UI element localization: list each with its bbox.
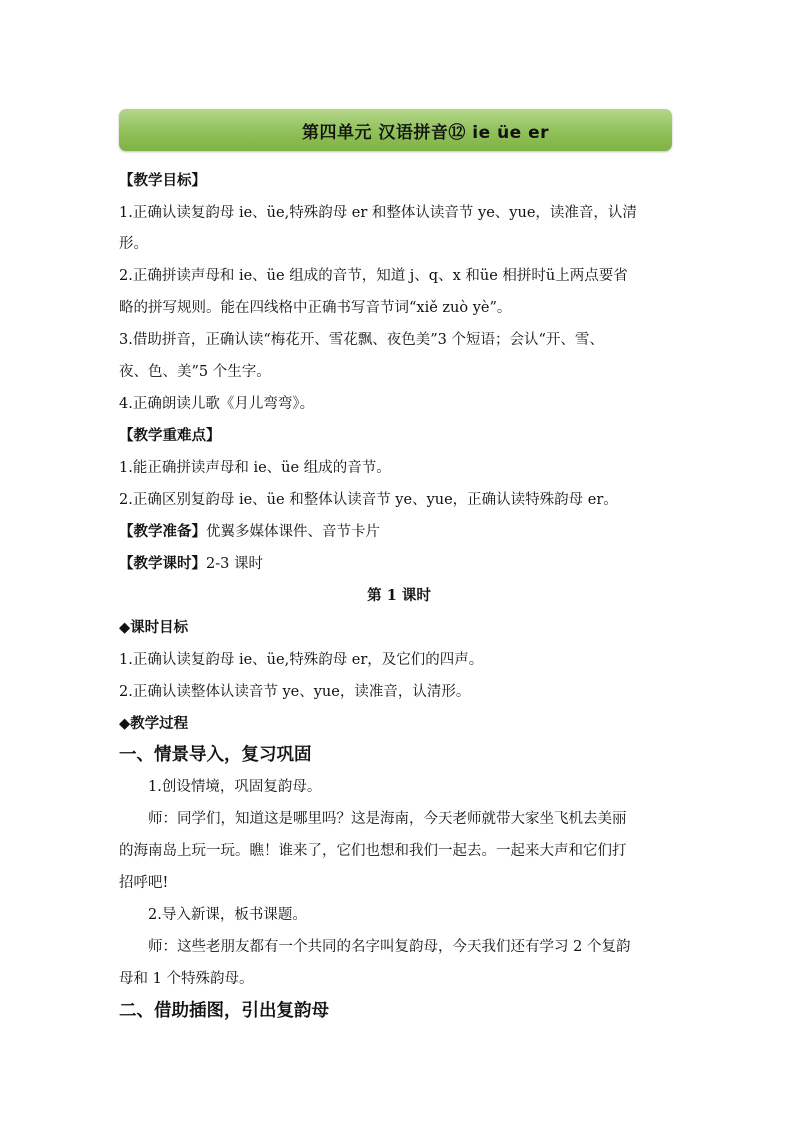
page-title: 第四单元 汉语拼音⑫ ie üe er — [301, 122, 550, 143]
key-point-2: 2.正确区别复韵母 ie、üe 和整体认读音节 ye、yue，正确认读特殊韵母 er。 — [119, 492, 618, 508]
class-hours-line — [119, 554, 679, 574]
class-hours-label: 【教学课时】 — [119, 555, 206, 572]
class-hours-value: 2-3 课时 — [206, 556, 263, 572]
teacher-speech-1-line-1: 师：同学们，知道这是哪里吗？这是海南，今天老师就带大家坐飞机去美丽 — [148, 811, 627, 827]
teacher-speech-1-line-2: 的海南岛上玩一玩。瞧！谁来了，它们也想和我们一起去。一起来大声和它们打 — [119, 843, 627, 859]
preparation-label: 【教学准备】 — [119, 523, 206, 540]
objective-1-line-1: 1.正确认读复韵母 ie、üe,特殊韵母 er 和整体认读音节 ye、yue，读准音，认清 — [119, 205, 637, 221]
step-2: 2.导入新课，板书课题。 — [148, 907, 307, 923]
key-point-1: 1.能正确拼读声母和 ie、üe 组成的音节。 — [119, 460, 391, 476]
objective-2-line-2: 略的拼写规则。能在四线格中正确书写音节词“xiě zuò yè”。 — [119, 300, 512, 316]
title-banner — [119, 109, 672, 151]
teacher-speech-1-line-3: 招呼吧! — [119, 875, 169, 891]
preparation-value: 优翼多媒体课件、音节卡片 — [206, 524, 380, 540]
lesson-objective-2: 2.正确认读整体认读音节 ye、yue，读准音，认清形。 — [119, 684, 471, 700]
teacher-speech-2-line-2: 母和 1 个特殊韵母。 — [119, 971, 254, 987]
lesson-heading: 第 1 课时 — [367, 587, 431, 604]
part-one-heading: 一、情景导入，复习巩固 — [119, 745, 312, 765]
lesson-objective-1: 1.正确认读复韵母 ie、üe,特殊韵母 er，及它们的四声。 — [119, 652, 484, 668]
lesson-objectives-heading: ◆课时目标 — [119, 619, 189, 636]
teacher-speech-2-line-1: 师：这些老朋友都有一个共同的名字叫复韵母，今天我们还有学习 2 个复韵 — [148, 939, 631, 955]
objective-3-line-1: 3.借助拼音，正确认读“梅花开、雪花飘、夜色美”3 个短语；会认“开、雪、 — [119, 332, 604, 348]
objective-4: 4.正确朗读儿歌《月儿弯弯》。 — [119, 396, 315, 412]
objective-2-line-1: 2.正确拼读声母和 ie、üe 组成的音节，知道 j、q、x 和üe 相拼时ü上两点要省 — [119, 268, 628, 284]
step-1: 1.创设情境，巩固复韵母。 — [148, 779, 322, 795]
section-heading-objectives: 【教学目标】 — [119, 172, 206, 189]
objective-3-line-2: 夜、色、美”5 个生字。 — [119, 364, 271, 380]
preparation-line — [119, 522, 679, 542]
section-heading-key-points: 【教学重难点】 — [119, 427, 221, 444]
part-two-heading: 二、借助插图，引出复韵母 — [119, 1001, 329, 1021]
teaching-process-heading: ◆教学过程 — [119, 715, 189, 732]
objective-1-line-2: 形。 — [119, 236, 148, 252]
